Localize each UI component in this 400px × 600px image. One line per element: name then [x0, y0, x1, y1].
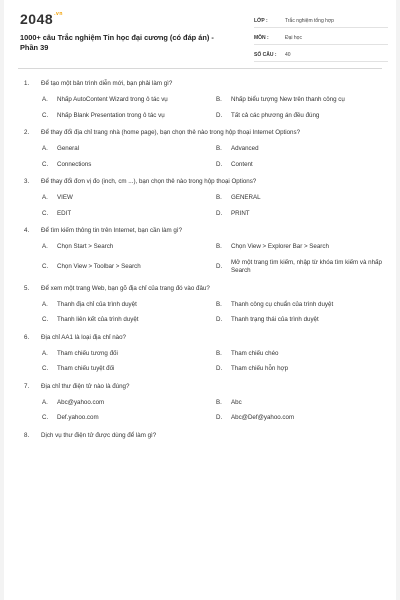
answer-options	[24, 399, 384, 423]
answer-option[interactable]	[42, 112, 216, 121]
question-number: 5.	[24, 284, 30, 292]
question-header	[24, 333, 384, 343]
answer-option[interactable]	[216, 210, 390, 219]
answer-option[interactable]	[42, 414, 216, 423]
option-letter: B.	[216, 398, 222, 406]
option-letter: C.	[42, 209, 49, 217]
meta-label: MÔN :	[254, 34, 269, 41]
option-text: Thanh công cụ chuẩn của trình duyệt	[231, 300, 334, 308]
question-header	[24, 431, 384, 441]
question-item	[24, 79, 384, 120]
answer-option[interactable]	[42, 350, 216, 359]
logo-domain: .vn	[54, 11, 63, 17]
option-text: Tham chiếu tương đối	[57, 349, 118, 357]
option-text: Nhấp Blank Presentation trong ô tác vụ	[57, 111, 165, 119]
answer-option[interactable]	[216, 365, 390, 374]
meta-row-subject	[254, 31, 388, 45]
answer-options	[24, 194, 384, 218]
question-item	[24, 226, 384, 276]
meta-row-class	[254, 14, 388, 28]
option-letter: C.	[42, 316, 49, 323]
option-text: Chọn View > Toolbar > Search	[57, 262, 141, 270]
question-text: Để xem một trang Web, bạn gõ địa chỉ của trang đó vào đâu?	[41, 284, 210, 292]
site-logo[interactable]	[20, 11, 63, 27]
answer-option[interactable]	[216, 259, 390, 276]
question-text: Để tạo một bản trình diễn mới, bạn phải làm gì?	[41, 80, 173, 87]
logo-text: 2048	[20, 11, 54, 27]
question-header	[24, 382, 384, 392]
answer-option[interactable]	[42, 399, 216, 408]
answer-options	[24, 96, 384, 120]
question-list	[24, 79, 384, 449]
option-text: EDIT	[57, 209, 72, 217]
option-text: Abc@yahoo.com	[57, 398, 105, 406]
answer-option[interactable]	[42, 259, 216, 276]
question-text: Địa chỉ AA1 là loại địa chỉ nào?	[41, 333, 126, 341]
answer-option[interactable]	[42, 316, 216, 325]
option-letter: A.	[42, 145, 48, 152]
option-text: Mở một trang tìm kiếm, nhập từ khóa tìm kiếm và nhấp Search	[231, 258, 382, 274]
answer-option[interactable]	[216, 194, 390, 203]
option-text: Tham chiếu chéo	[231, 349, 279, 357]
option-text: Thanh địa chỉ của trình duyệt	[57, 300, 137, 308]
option-text: Abc@Def@yahoo.com	[231, 414, 295, 421]
answer-option[interactable]	[42, 301, 216, 310]
answer-option[interactable]	[216, 112, 390, 121]
question-number: 1.	[24, 80, 30, 87]
option-letter: A.	[42, 398, 48, 406]
page-title: 1000+ câu Trắc nghiệm Tin học đại cương (có đáp án) - Phần 39	[20, 33, 214, 52]
option-text: Nhấp AutoContent Wizard trong ô tác vụ	[57, 96, 168, 103]
answer-option[interactable]	[216, 243, 390, 252]
option-text: Connections	[57, 160, 92, 168]
question-text: Địa chỉ thư điện tử nào là đúng?	[41, 382, 130, 390]
meta-info	[254, 14, 388, 65]
question-item	[24, 431, 384, 441]
answer-option[interactable]	[216, 96, 390, 105]
question-item	[24, 128, 384, 169]
answer-option[interactable]	[42, 145, 216, 154]
option-text: GENERAL	[231, 194, 261, 201]
answer-options	[24, 350, 384, 374]
option-text: General	[57, 145, 80, 152]
option-letter: C.	[42, 262, 49, 270]
option-letter: B.	[216, 145, 222, 152]
option-text: Tham chiếu hỗn hợp	[231, 365, 289, 372]
option-text: Def.yahoo.com	[57, 414, 99, 421]
meta-row-count	[254, 48, 388, 62]
option-letter: D.	[216, 160, 223, 168]
option-letter: A.	[42, 96, 48, 103]
option-text: Nhấp biểu tượng New trên thanh công cụ	[231, 96, 345, 103]
option-letter: C.	[42, 111, 49, 119]
option-letter: D.	[216, 316, 223, 323]
option-letter: C.	[42, 414, 49, 421]
option-text: Chọn Start > Search	[57, 243, 114, 250]
question-number: 4.	[24, 227, 30, 234]
answer-option[interactable]	[42, 210, 216, 219]
question-number: 7.	[24, 382, 30, 390]
answer-option[interactable]	[42, 365, 216, 374]
meta-value: 40	[285, 51, 291, 58]
answer-option[interactable]	[42, 161, 216, 170]
answer-options	[24, 243, 384, 276]
question-header	[24, 284, 384, 294]
question-number: 6.	[24, 333, 30, 341]
header-divider	[18, 68, 382, 69]
option-text: Abc	[231, 398, 242, 406]
option-text: Tham chiếu tuyệt đối	[57, 365, 115, 372]
option-letter: C.	[42, 365, 49, 372]
answer-option[interactable]	[42, 194, 216, 203]
option-text: VIEW	[57, 194, 73, 201]
answer-option[interactable]	[42, 96, 216, 105]
answer-options	[24, 301, 384, 325]
question-text: Dịch vụ thư điện tử được dùng để làm gì?	[41, 431, 157, 439]
option-letter: B.	[216, 349, 222, 357]
question-header	[24, 79, 384, 89]
answer-option[interactable]	[216, 145, 390, 154]
option-letter: D.	[216, 262, 223, 270]
answer-option[interactable]	[42, 243, 216, 252]
option-letter: B.	[216, 194, 222, 201]
option-letter: A.	[42, 300, 48, 308]
meta-label: SỐ CÂU :	[254, 51, 277, 58]
option-letter: D.	[216, 414, 223, 421]
question-header	[24, 177, 384, 187]
question-number: 8.	[24, 431, 30, 439]
option-letter: B.	[216, 243, 222, 250]
meta-value: Đại học	[285, 34, 302, 41]
question-item	[24, 382, 384, 423]
option-text: Content	[231, 160, 253, 168]
option-text: Thanh trạng thái của trình duyệt	[231, 316, 319, 323]
question-header	[24, 226, 384, 236]
option-letter: B.	[216, 300, 222, 308]
option-text: Tất cả các phương án đều đúng	[231, 111, 320, 119]
option-letter: D.	[216, 111, 223, 119]
question-text: Để tìm kiếm thông tin trên Internet, bạn cần làm gì?	[41, 227, 183, 234]
option-letter: D.	[216, 365, 223, 372]
answer-option[interactable]	[216, 161, 390, 170]
question-item	[24, 177, 384, 218]
answer-option[interactable]	[216, 414, 390, 423]
question-text: Để thay đổi địa chỉ trang nhà (home page), bạn chọn thẻ nào trong hộp thoại Internet Options?	[41, 129, 301, 136]
option-text: Chọn View > Explorer Bar > Search	[231, 243, 329, 250]
answer-options	[24, 145, 384, 169]
question-number: 2.	[24, 129, 30, 136]
question-text: Để thay đổi đơn vị đo (inch, cm ...), bạn chọn thẻ nào trong hộp thoại Options?	[41, 178, 257, 185]
answer-option[interactable]	[216, 399, 390, 408]
option-text: PRINT	[231, 209, 250, 217]
option-text: Advanced	[231, 145, 259, 152]
answer-option[interactable]	[216, 316, 390, 325]
option-letter: D.	[216, 209, 223, 217]
question-header	[24, 128, 384, 138]
meta-label: LỚP :	[254, 17, 268, 24]
question-item	[24, 284, 384, 325]
option-letter: A.	[42, 349, 48, 357]
document-page	[4, 0, 396, 600]
meta-value: Trắc nghiệm tổng hợp	[285, 17, 334, 24]
answer-option[interactable]	[216, 301, 390, 310]
question-item	[24, 333, 384, 374]
option-letter: B.	[216, 96, 222, 103]
option-letter: A.	[42, 243, 48, 250]
answer-option[interactable]	[216, 350, 390, 359]
option-letter: C.	[42, 160, 49, 168]
option-text: Thanh liên kết của trình duyệt	[57, 316, 139, 323]
option-letter: A.	[42, 194, 48, 201]
question-number: 3.	[24, 178, 30, 185]
